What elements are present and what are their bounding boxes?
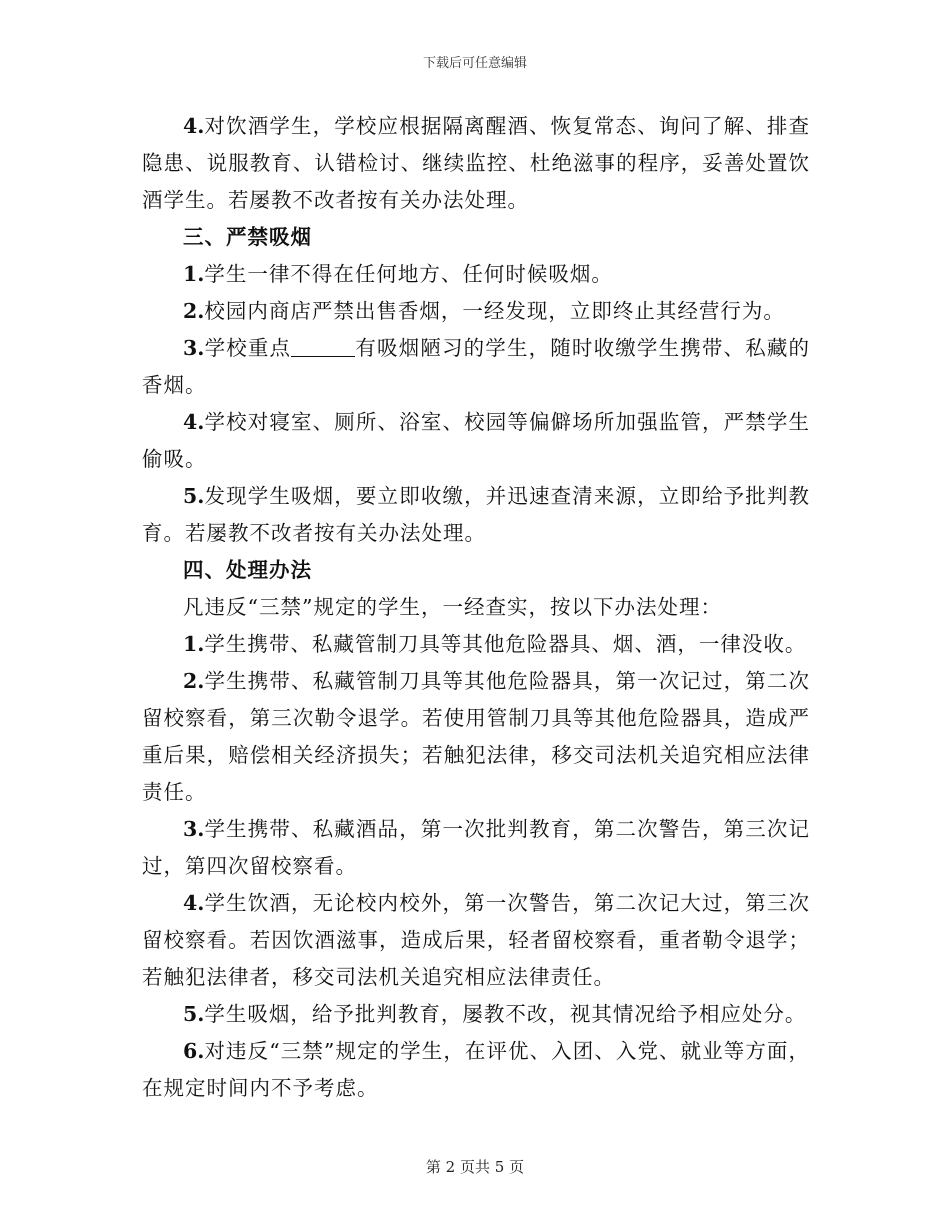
paragraph-4-drinking — [142, 108, 810, 219]
item-number: 4. — [183, 114, 205, 138]
paragraph-text: 学生携带、私藏管制刀具等其他危险器具，第一次记过，第二次留校察看，第三次勒令退学。若使用管制刀具等其他危险器具，造成严重后果，赔偿相关经济损失；若触犯法律，移交司法机关追究相应法律责任。 — [142, 669, 810, 804]
paragraph-text-after-blank: 有吸烟陋习的学生，随时收缴学生携带、私藏的香烟。 — [142, 336, 811, 397]
smoking-item-2 — [142, 293, 810, 330]
document-body — [142, 108, 810, 1107]
handling-item-2 — [142, 663, 810, 811]
paragraph-text: 学生携带、私藏管制刀具等其他危险器具、烟、酒，一律没收。 — [204, 632, 807, 656]
smoking-item-3 — [142, 330, 810, 404]
item-number: 3. — [183, 817, 205, 841]
item-number: 4. — [183, 891, 205, 915]
item-number: 6. — [183, 1039, 205, 1063]
paragraph-text-before-blank: 学校重点 — [204, 336, 292, 360]
item-number: 2. — [183, 299, 205, 323]
section-heading-no-smoking: 三、严禁吸烟 — [183, 225, 312, 249]
page-number-footer: 第 2 页共 5 页 — [425, 1158, 525, 1176]
paragraph-text: 对违反“三禁”规定的学生，在评优、入团、入党、就业等方面，在规定时间内不予考虑。 — [142, 1039, 810, 1100]
item-number: 2. — [183, 669, 205, 693]
page-header: 下载后可任意编辑 — [422, 56, 527, 71]
item-number: 3. — [183, 336, 205, 360]
item-number: 5. — [183, 484, 205, 508]
handling-item-5 — [142, 996, 810, 1033]
paragraph-text: 学生吸烟，给予批判教育，屡教不改，视其情况给予相应处分。 — [204, 1002, 807, 1026]
paragraph-text: 学生一律不得在任何地方、任何时候吸烟。 — [204, 262, 613, 286]
handling-item-3 — [142, 811, 810, 885]
paragraph-text: 学生携带、私藏酒品，第一次批判教育，第二次警告，第三次记过，第四次留校察看。 — [142, 817, 810, 878]
smoking-item-5 — [142, 478, 810, 552]
smoking-item-1 — [142, 256, 810, 293]
handling-item-1 — [142, 626, 810, 663]
item-number: 5. — [183, 1002, 205, 1026]
section-heading-handling-methods: 四、处理办法 — [183, 558, 312, 582]
paragraph-text: 校园内商店严禁出售香烟，一经发现，立即终止其经营行为。 — [204, 299, 785, 323]
paragraph-text: 学校对寝室、厕所、浴室、校园等偏僻场所加强监管，严禁学生偷吸。 — [142, 410, 810, 471]
handling-item-4 — [142, 885, 810, 996]
item-number: 1. — [183, 632, 205, 656]
item-number: 1. — [183, 262, 205, 286]
handling-intro: 凡违反“三禁”规定的学生，一经查实，按以下办法处理： — [183, 595, 722, 619]
paragraph-text: 发现学生吸烟，要立即收缴，并迅速查清来源，立即给予批判教育。若屡教不改者按有关办法处理。 — [142, 484, 810, 545]
fill-in-blank — [291, 338, 355, 357]
smoking-item-4 — [142, 404, 810, 478]
handling-item-6 — [142, 1033, 810, 1107]
item-number: 4. — [183, 410, 205, 434]
paragraph-text: 对饮酒学生，学校应根据隔离醒酒、恢复常态、询问了解、排查隐患、说服教育、认错检讨、继续监控、杜绝滋事的程序，妥善处置饮酒学生。若屡教不改者按有关办法处理。 — [142, 114, 810, 212]
paragraph-text: 学生饮酒，无论校内校外，第一次警告，第二次记大过，第三次留校察看。若因饮酒滋事，造成后果，轻者留校察看，重者勒令退学；若触犯法律者，移交司法机关追究相应法律责任。 — [142, 891, 810, 989]
